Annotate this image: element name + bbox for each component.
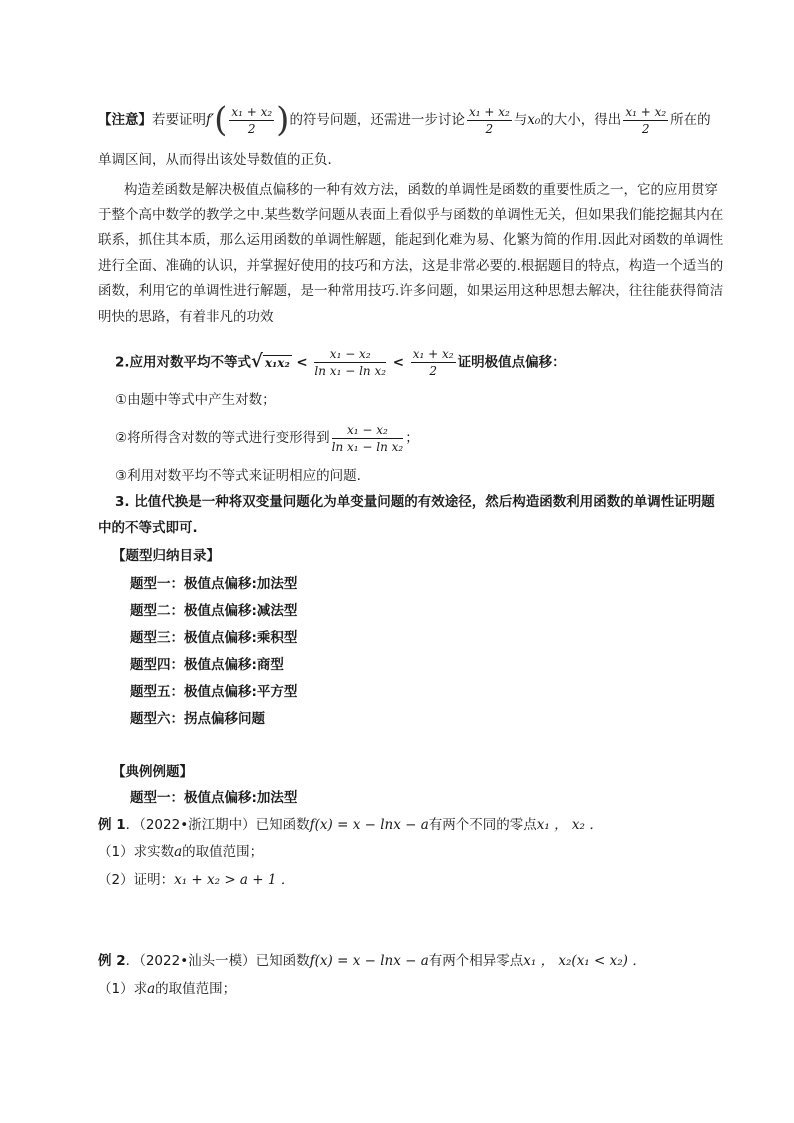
- step-1: ①由题中等式中产生对数；: [115, 392, 276, 408]
- example-2-text: 有两个相异零点: [428, 953, 524, 969]
- paragraph-line: 明快的思路，有着非凡的功效: [98, 309, 274, 325]
- left-paren: (: [214, 100, 228, 140]
- step-3: ③利用对数平均不等式来证明相应的问题.: [115, 468, 361, 484]
- item-2-suffix: 证明极值点偏移：: [457, 354, 566, 371]
- right-paren: ): [276, 100, 290, 140]
- note-tag: 【注意】: [98, 112, 152, 128]
- item-2-heading: [115, 344, 566, 381]
- variable-a: a: [147, 981, 156, 997]
- sqrt-icon: √: [251, 351, 263, 372]
- examples-type-1: 题型一：极值点偏移:加法型: [130, 790, 298, 806]
- step-2-prefix: ②将所得含对数的等式进行变形得到: [115, 430, 330, 446]
- step-2-suffix: ；: [405, 430, 419, 446]
- examples-heading: 【典例例题】: [112, 764, 193, 780]
- less-than-sign: <: [296, 354, 308, 371]
- example-1-text: 有两个不同的零点: [428, 817, 537, 833]
- variable-a: a: [174, 844, 183, 860]
- note-text-2: 的符号问题，还需进一步讨论: [289, 112, 465, 128]
- catalog-item: 题型一：极值点偏移:加法型: [130, 576, 298, 592]
- paragraph-line: 于整个高中数学的教学之中.某些数学问题从表面上看似乎与函数的单调性无关，但如果我们能挖掘其内在: [98, 207, 724, 223]
- fraction-numerator: x₁ + x₂: [231, 104, 273, 119]
- log-mean-fraction: $\frac{\text{x₁ − x₂}}{\text{ln x₁ − ln x₂}}$: [314, 347, 387, 378]
- x0-symbol: x₀: [527, 112, 541, 128]
- example-1-zeros: x₁ ， x₂ ．: [536, 817, 603, 833]
- note-line-2: 单调区间，从而得出该处导数值的正负．: [98, 152, 341, 168]
- fraction-denominator: 2: [247, 121, 256, 136]
- note-text-4: 的大小，得出: [540, 112, 622, 128]
- item-3-line-2: 中的不等式即可.: [98, 520, 198, 536]
- catalog-item: 题型三：极值点偏移:乘积型: [130, 630, 298, 646]
- less-than-sign: <: [392, 354, 405, 371]
- example-2-zeros: x₁ ， x₂(x₁ < x₂) ．: [523, 953, 646, 969]
- example-1-question-1: （1）求实数a的取值范围；: [98, 844, 264, 860]
- note-text-3: 与: [513, 112, 528, 128]
- note-line: [98, 100, 711, 140]
- item-3-line-1: 3. 比值代换是一种将双变量问题化为单变量问题的有效途径，然后构造函数利用函数的单调性证明题: [115, 494, 715, 510]
- catalog-item: 题型五：极值点偏移:平方型: [130, 684, 298, 700]
- example-2-label: 例 2: [98, 953, 126, 969]
- paragraph-line: 联系，抓住其本质，那么运用函数的单调性解题，能起到化难为易、化繁为简的作用.因此对函数的单调性: [98, 232, 724, 248]
- paragraph-line: 进行全面、准确的认识，并掌握好使用的技巧和方法，这是非常必要的.根据题目的特点，构造一个适当的: [98, 258, 724, 274]
- fraction: $\frac{\text{x₁ + x₂}}{2}$: [468, 104, 510, 136]
- example-1-source: ．（2022•浙江期中）已知函数: [125, 817, 310, 833]
- example-1-label: 例 1: [98, 817, 126, 833]
- item-2-prefix: 2.应用对数平均不等式: [115, 354, 252, 371]
- sqrt-expression: [251, 344, 292, 381]
- catalog-item: 题型二：极值点偏移:减法型: [130, 603, 298, 619]
- step-2: [115, 420, 419, 456]
- f-prime: f′: [206, 112, 215, 128]
- step-2-fraction: $\frac{\text{x₁ − x₂}}{\text{ln x₁ − ln x₂}}$: [331, 422, 404, 454]
- note-text-1: 若要证明: [152, 112, 206, 128]
- arith-mean-fraction: $\frac{\text{x₁ + x₂}}{2}$: [412, 347, 454, 378]
- catalog-item: 题型四：极值点偏移:商型: [130, 657, 284, 673]
- catalog-heading: 【题型归纳目录】: [112, 548, 220, 564]
- inequality: x₁ + x₂ > a + 1 ．: [174, 872, 295, 888]
- example-1-question-2: （2）证明：x₁ + x₂ > a + 1 ．: [98, 872, 295, 888]
- catalog-item: 题型六：拐点偏移问题: [130, 711, 265, 727]
- note-text-5: 所在的: [670, 112, 711, 128]
- sqrt-content: x₁x₂: [264, 356, 290, 370]
- example-1-stem: [98, 815, 603, 835]
- example-2-source: ．（2022•汕头一模）已知函数: [125, 953, 310, 969]
- fraction: $\frac{\text{x₁ + x₂}}{2}$: [625, 104, 667, 136]
- example-2-question-1: （1）求a的取值范围；: [98, 981, 237, 997]
- fraction: [229, 104, 274, 137]
- example-1-function: f(x) = x − lnx − a: [309, 817, 429, 833]
- paragraph-line: 构造差函数是解决极值点偏移的一种有效方法，函数的单调性是函数的重要性质之一，它的应用贯穿: [124, 182, 718, 198]
- example-2-stem: [98, 951, 646, 971]
- paragraph-line: 函数，利用它的单调性进行解题，是一种常用技巧.许多问题，如果运用这种思想去解决，往往能获得简洁: [98, 283, 724, 299]
- example-2-function: f(x) = x − lnx − a: [309, 953, 429, 969]
